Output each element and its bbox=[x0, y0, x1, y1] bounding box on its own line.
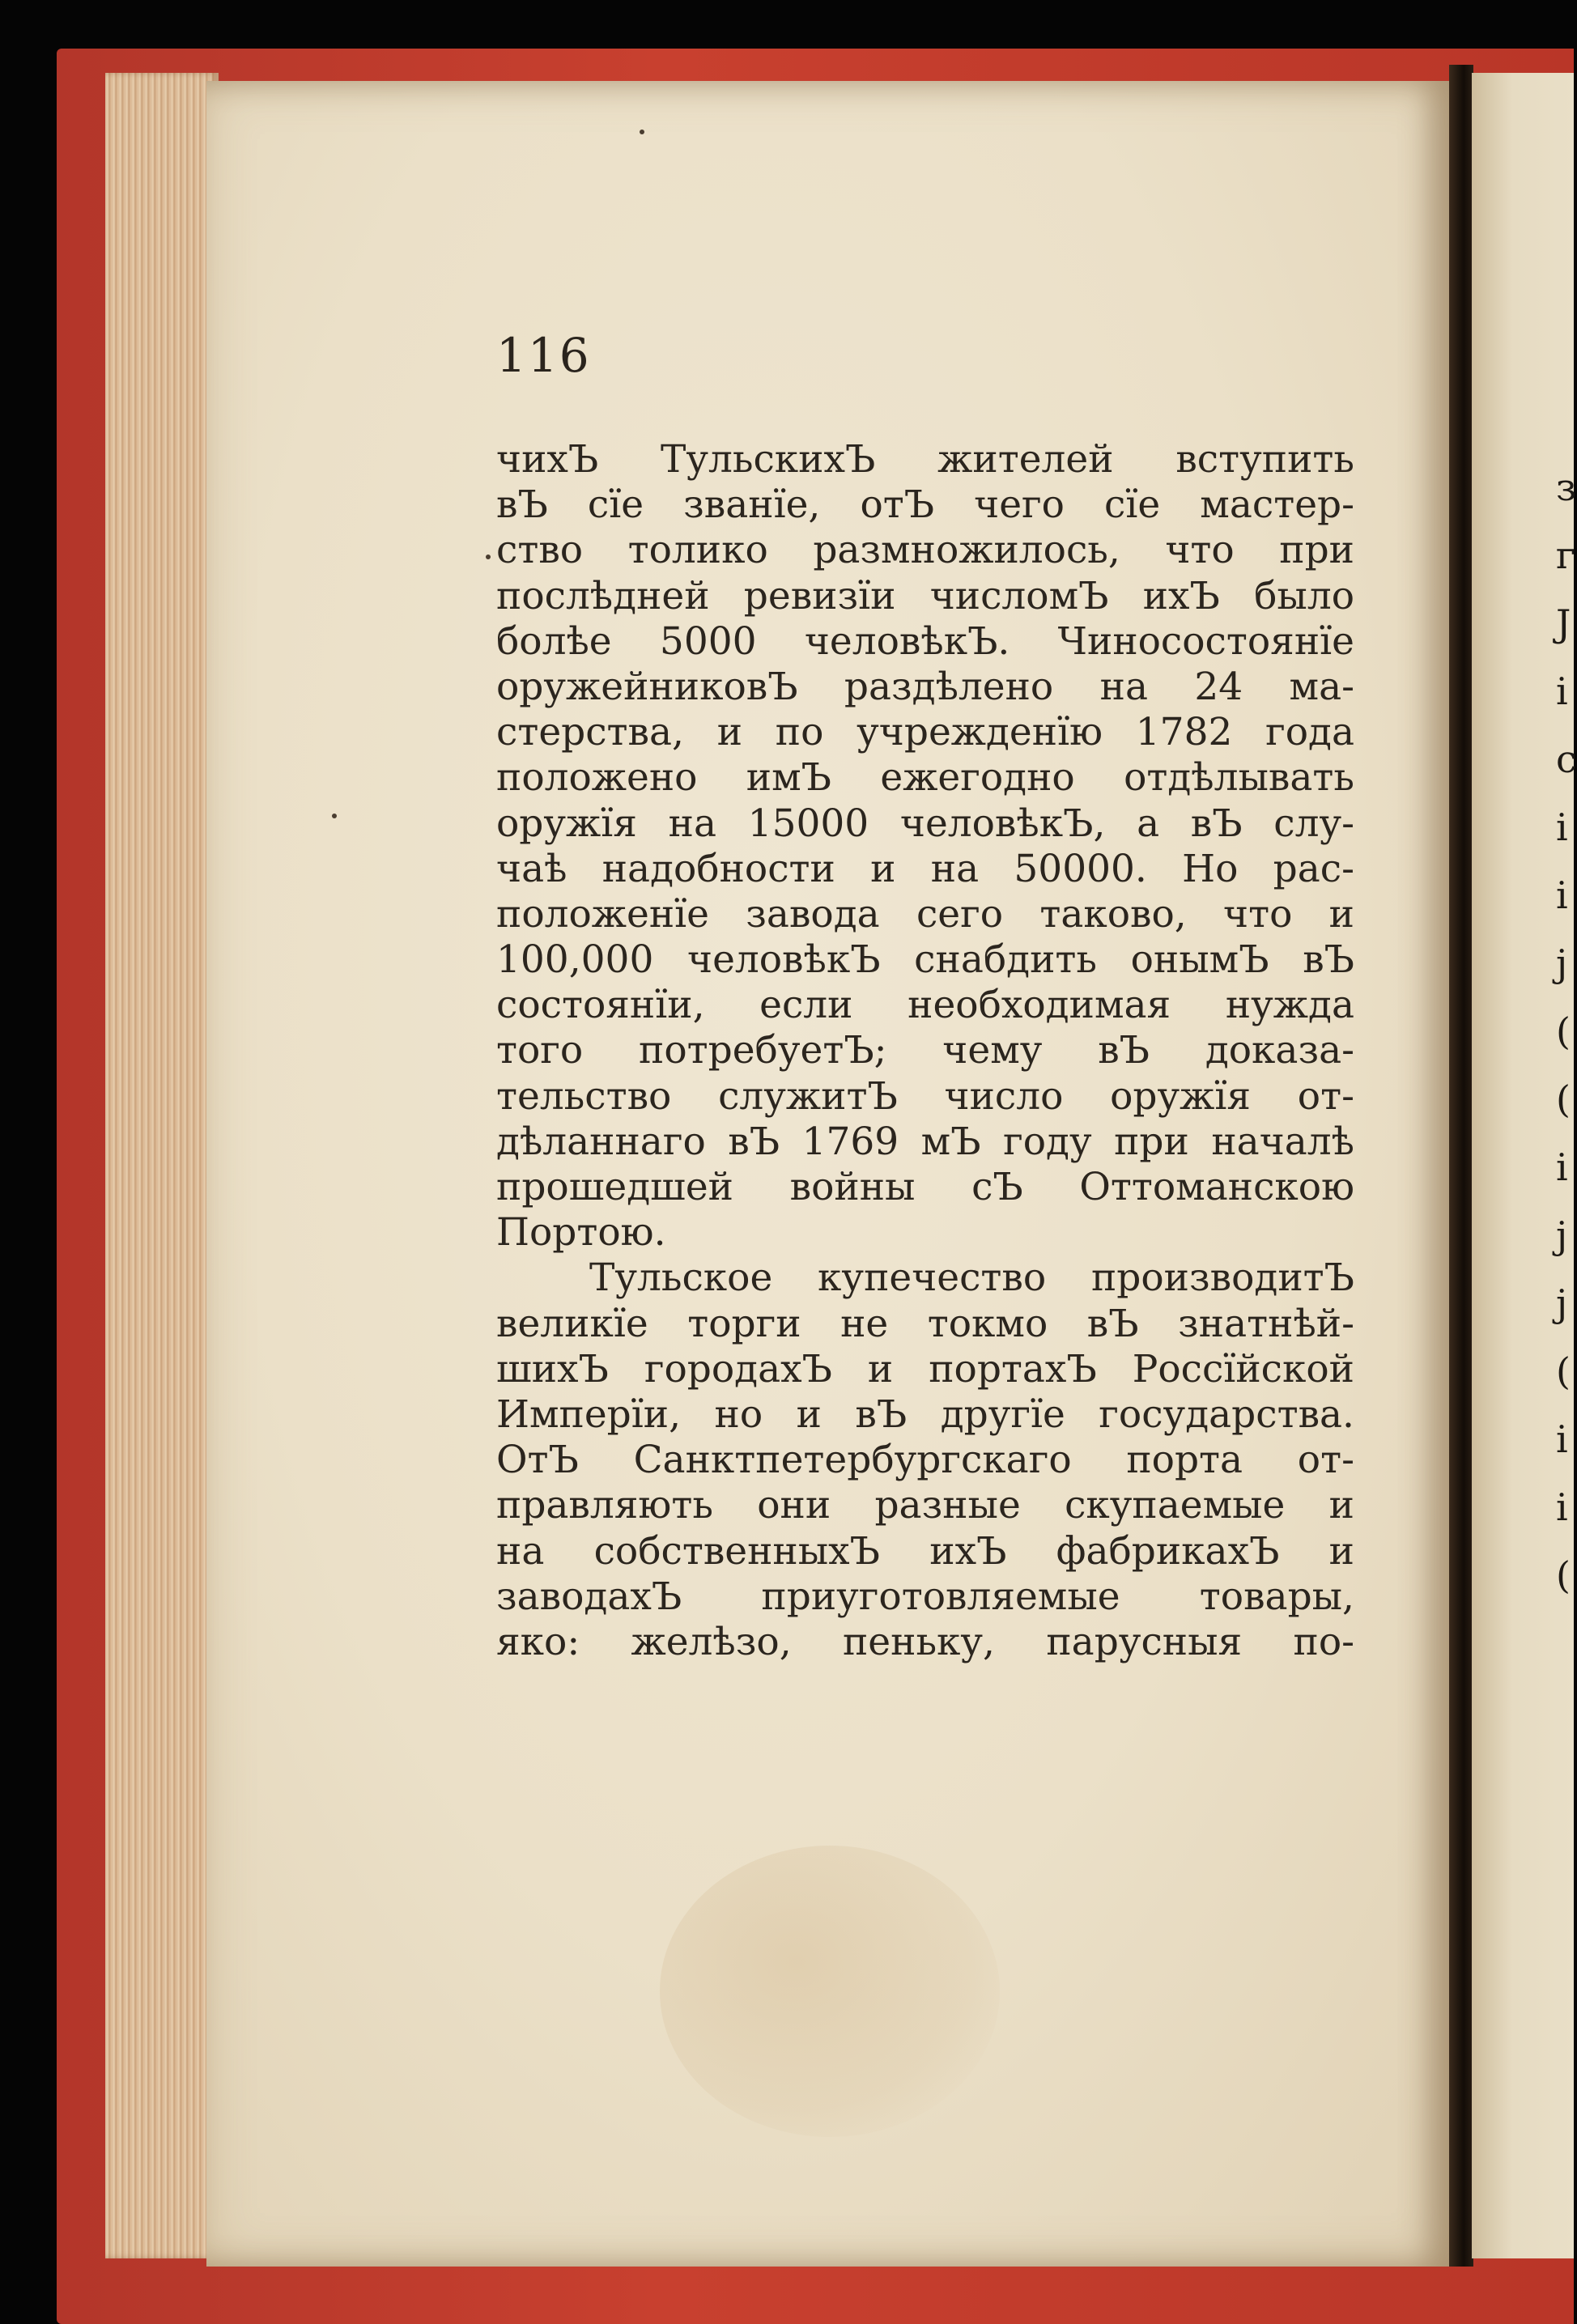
margin-letter: ( bbox=[1556, 1077, 1571, 1121]
margin-letter: с bbox=[1556, 737, 1577, 781]
paper-speck bbox=[486, 554, 491, 559]
text-line: чаѣ надобности и на 50000. Но рас- bbox=[496, 846, 1354, 891]
book-gutter bbox=[1449, 65, 1473, 2267]
margin-letter: Ј bbox=[1556, 601, 1571, 645]
text-line: того потребуетЪ; чему вЪ доказа- bbox=[496, 1028, 1354, 1073]
text-line: болѣе 5000 человѣкЪ. Чиносостоянїе bbox=[496, 618, 1354, 664]
margin-letter: з bbox=[1556, 465, 1577, 509]
margin-letter: і bbox=[1556, 1485, 1568, 1529]
text-line: великїе торги не токмо вЪ знатнѣй- bbox=[496, 1301, 1354, 1346]
text-line: Тульское купечество производитЪ bbox=[589, 1255, 1354, 1301]
margin-letter: і bbox=[1556, 1417, 1568, 1461]
page-text bbox=[496, 437, 1354, 1665]
text-line: чихЪ ТульскихЪ жителей вступить bbox=[496, 437, 1354, 482]
next-page-margin-letters bbox=[1556, 453, 1577, 1609]
margin-letter: і bbox=[1556, 873, 1568, 917]
text-line: состоянїи, если необходимая нужда bbox=[496, 983, 1354, 1028]
margin-letter: г bbox=[1556, 533, 1576, 577]
text-line: положенїе завода сего таково, что и bbox=[496, 891, 1354, 937]
text-line: стерства, и по учрежденїю 1782 года bbox=[496, 710, 1354, 755]
text-line: тельство служитЪ число оружїя от- bbox=[496, 1073, 1354, 1119]
text-line: прошедшей войны сЪ Оттоманскою bbox=[496, 1165, 1354, 1209]
margin-letter: і bbox=[1556, 1145, 1568, 1189]
margin-letter: ј bbox=[1556, 941, 1568, 985]
page-edges bbox=[105, 73, 219, 2258]
text-line: Портою. bbox=[496, 1210, 666, 1255]
text-line: яко: желѣзо, пеньку, парусныя по- bbox=[496, 1619, 1354, 1664]
text-line: заводахЪ приуготовляемые товары, bbox=[496, 1574, 1354, 1619]
text-line: шихЪ городахЪ и портахЪ Россїйской bbox=[496, 1346, 1354, 1391]
text-line: оружїя на 15000 человѣкЪ, а вЪ слу- bbox=[496, 801, 1354, 846]
margin-letter: ј bbox=[1556, 1281, 1568, 1325]
text-line: 100,000 человѣкЪ снабдить онымЪ вЪ bbox=[496, 937, 1354, 983]
text-line: ОтЪ Санктпетербургскаго порта от- bbox=[496, 1438, 1354, 1483]
water-stain bbox=[660, 1846, 1000, 2137]
page-number: 116 bbox=[496, 328, 591, 383]
paper-speck bbox=[332, 814, 337, 818]
margin-letter: ( bbox=[1556, 1349, 1571, 1393]
margin-letter: ј bbox=[1556, 1213, 1568, 1257]
text-line: дѣланнаго вЪ 1769 мЪ году при началѣ bbox=[496, 1119, 1354, 1164]
margin-letter: і bbox=[1556, 805, 1568, 849]
margin-letter: і bbox=[1556, 669, 1568, 713]
paper-speck bbox=[640, 130, 644, 134]
text-line: ство толико размножилось, что при bbox=[496, 528, 1354, 573]
text-line: положено имЪ ежегодно отдѣлывать bbox=[496, 755, 1354, 801]
text-line: правляють они разные скупаемые и bbox=[496, 1483, 1354, 1528]
text-line: Имперїи, но и вЪ другїе государства. bbox=[496, 1391, 1354, 1437]
text-line: оружейниковЪ раздѣлено на 24 ма- bbox=[496, 664, 1354, 709]
margin-letter: ( bbox=[1556, 1009, 1571, 1053]
margin-letter: ( bbox=[1556, 1553, 1571, 1597]
text-line: на собственныхЪ ихЪ фабрикахЪ и bbox=[496, 1528, 1354, 1574]
text-line: послѣдней ревизїи числомЪ ихЪ было bbox=[496, 573, 1354, 618]
text-line: вЪ сїе званїе, отЪ чего сїе мастер- bbox=[496, 482, 1354, 528]
